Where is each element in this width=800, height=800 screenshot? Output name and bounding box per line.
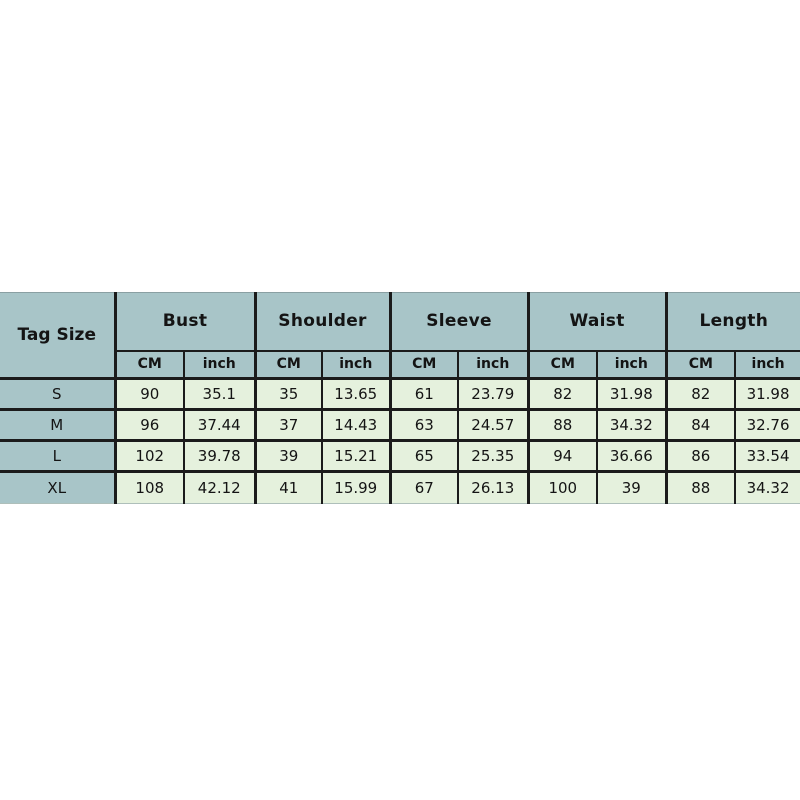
value-cell: 63: [390, 410, 458, 441]
size-row-m: [0, 410, 800, 441]
value-cell: 39: [255, 441, 322, 472]
value-cell: 14.43: [322, 410, 390, 441]
value-cell: 96: [115, 410, 184, 441]
value-cell: 34.32: [735, 472, 800, 504]
row-label-xl: XL: [0, 472, 115, 504]
value-cell: 32.76: [735, 410, 800, 441]
value-cell: 90: [115, 379, 184, 410]
value-cell: 15.99: [322, 472, 390, 504]
value-cell: 37.44: [184, 410, 255, 441]
unit-header-cm: CM: [666, 351, 735, 379]
value-cell: 108: [115, 472, 184, 504]
value-cell: 33.54: [735, 441, 800, 472]
unit-header-inch: inch: [458, 351, 528, 379]
group-header-shoulder: Shoulder: [255, 293, 390, 351]
unit-header-inch: inch: [735, 351, 800, 379]
value-cell: 25.35: [458, 441, 528, 472]
unit-header-cm: CM: [115, 351, 184, 379]
size-chart-table: [0, 292, 800, 504]
value-cell: 24.57: [458, 410, 528, 441]
unit-header-inch: inch: [597, 351, 666, 379]
group-header-bust: Bust: [115, 293, 255, 351]
value-cell: 23.79: [458, 379, 528, 410]
value-cell: 35.1: [184, 379, 255, 410]
value-cell: 31.98: [735, 379, 800, 410]
unit-header-cm: CM: [390, 351, 458, 379]
tag-size-header: Tag Size: [0, 293, 115, 379]
value-cell: 37: [255, 410, 322, 441]
value-cell: 94: [528, 441, 597, 472]
value-cell: 102: [115, 441, 184, 472]
unit-header-inch: inch: [322, 351, 390, 379]
group-header-sleeve: Sleeve: [390, 293, 528, 351]
value-cell: 13.65: [322, 379, 390, 410]
group-header-waist: Waist: [528, 293, 666, 351]
value-cell: 88: [666, 472, 735, 504]
unit-header-cm: CM: [528, 351, 597, 379]
value-cell: 39: [597, 472, 666, 504]
unit-header-cm: CM: [255, 351, 322, 379]
value-cell: 100: [528, 472, 597, 504]
value-cell: 67: [390, 472, 458, 504]
value-cell: 82: [528, 379, 597, 410]
value-cell: 41: [255, 472, 322, 504]
value-cell: 15.21: [322, 441, 390, 472]
value-cell: 35: [255, 379, 322, 410]
value-cell: 36.66: [597, 441, 666, 472]
value-cell: 31.98: [597, 379, 666, 410]
size-row-l: [0, 441, 800, 472]
value-cell: 84: [666, 410, 735, 441]
group-header-length: Length: [666, 293, 800, 351]
unit-header-inch: inch: [184, 351, 255, 379]
value-cell: 86: [666, 441, 735, 472]
unit-header-row: [0, 351, 800, 379]
value-cell: 39.78: [184, 441, 255, 472]
value-cell: 65: [390, 441, 458, 472]
value-cell: 82: [666, 379, 735, 410]
row-label-s: S: [0, 379, 115, 410]
value-cell: 26.13: [458, 472, 528, 504]
value-cell: 42.12: [184, 472, 255, 504]
row-label-l: L: [0, 441, 115, 472]
group-header-row: [0, 293, 800, 351]
value-cell: 88: [528, 410, 597, 441]
size-row-xl: [0, 472, 800, 504]
value-cell: 61: [390, 379, 458, 410]
row-label-m: M: [0, 410, 115, 441]
size-row-s: [0, 379, 800, 410]
value-cell: 34.32: [597, 410, 666, 441]
